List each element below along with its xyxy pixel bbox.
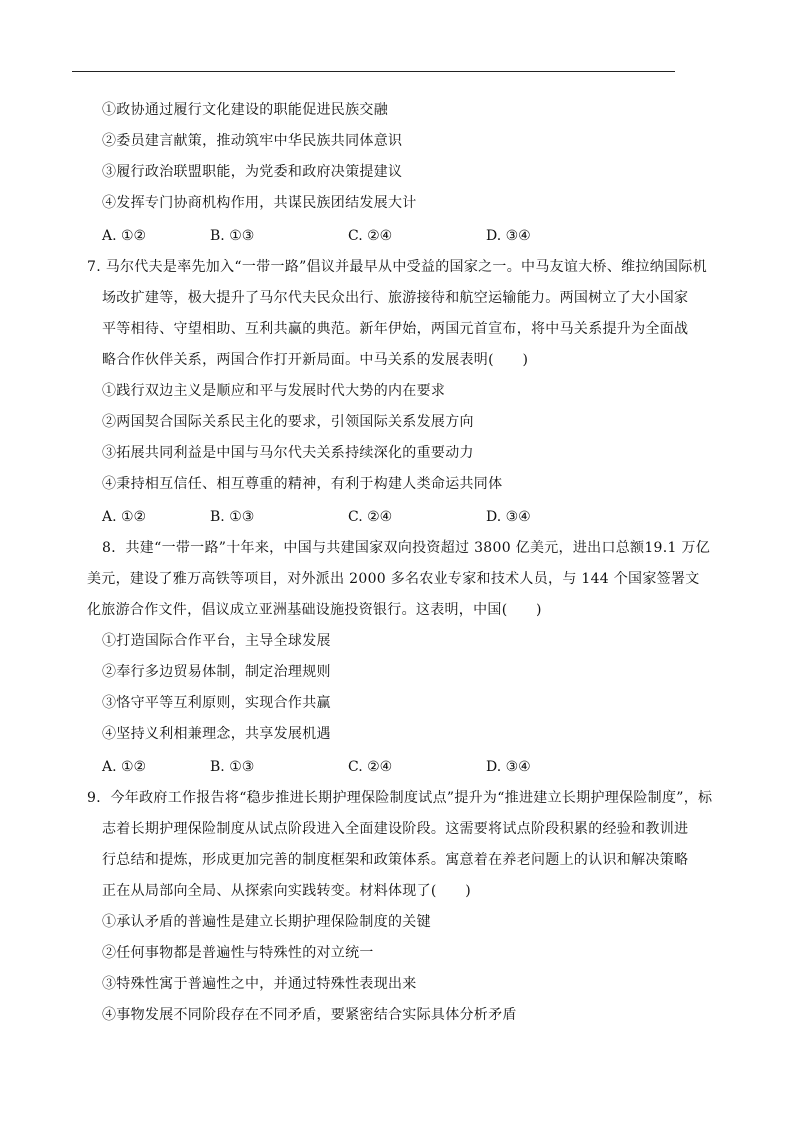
q8-option-2: ②奉行多边贸易体制，制定治理规则 [102,664,331,680]
q7-stem-line-1: 7. 马尔代夫是率先加入“一带一路”倡议并最早从中受益的国家之一。中马友谊大桥、维拉纳国际机 [87,259,707,275]
prev-option-2: ②委员建言献策，推动筑牢中华民族共同体意识 [102,133,403,149]
q7-choices [102,507,622,527]
q7-option-3: ③拓展共同利益是中国与马尔代夫关系持续深化的重要动力 [102,445,474,461]
q9-stem-line-4: 正在从局部向全局、从探索向实践转变。材料体现了( ) [102,883,472,899]
q8-choice-b[interactable]: B. ①③ [210,759,255,775]
q8-choice-a[interactable]: A. ①② [102,759,147,775]
q7-option-2: ②两国契合国际关系民主化的要求，引领国际关系发展方向 [102,414,474,430]
q9-stem-line-3: 行总结和提炼，形成更加完善的制度框架和政策体系。寓意着在养老问题上的认识和解决策略 [102,852,689,868]
q7-stem-line-2: 场改扩建等，极大提升了马尔代夫民众出行、旅游接待和航空运输能力。两国树立了大小国家 [102,290,689,306]
prev-option-3: ③履行政治联盟职能，为党委和政府决策提建议 [102,164,403,180]
prev-choice-a[interactable]: A. ①② [102,228,147,244]
q7-option-4: ④秉持相互信任、相互尊重的精神，有利于构建人类命运共同体 [102,476,503,492]
q8-option-4: ④坚持义利相兼理念，共享发展机遇 [102,726,331,742]
q7-choice-d[interactable]: D. ③④ [486,509,531,525]
q7-choice-b[interactable]: B. ①③ [210,509,255,525]
prev-option-4: ④发挥专门协商机构作用，共谋民族团结发展大计 [102,195,417,211]
q9-option-4: ④事物发展不同阶段存在不同矛盾，要紧密结合实际具体分析矛盾 [102,1007,517,1023]
prev-option-1: ①政协通过履行文化建设的职能促进民族交融 [102,102,388,118]
q7-stem-line-3: 平等相待、守望相助、互利共赢的典范。新年伊始，两国元首宣布，将中马关系提升为全面战 [102,321,689,337]
q7-option-1: ①践行双边主义是顺应和平与发展时代大势的内在要求 [102,383,446,399]
q8-stem-line-3: 化旅游合作文件，倡议成立亚洲基础设施投资银行。这表明，中国( ) [87,602,542,618]
q8-choices [102,757,622,777]
prev-choice-d[interactable]: D. ③④ [486,228,531,244]
q9-stem-line-2: 志着长期护理保险制度从试点阶段进入全面建设阶段。这需要将试点阶段积累的经验和教训进 [102,821,689,837]
prev-choice-c[interactable]: C. ②④ [348,228,393,244]
q8-stem-line-2: 美元，建设了雅万高铁等项目，对外派出 2000 多名农业专家和技术人员，与 144 个国家签署文 [87,571,700,587]
q9-option-1: ①承认矛盾的普遍性是建立长期护理保险制度的关键 [102,914,431,930]
q9-option-2: ②任何事物都是普遍性与特殊性的对立统一 [102,945,374,961]
prev-choices [102,226,622,246]
q7-choice-a[interactable]: A. ①② [102,509,147,525]
q7-choice-c[interactable]: C. ②④ [348,509,393,525]
q9-stem-line-1: 9．今年政府工作报告将“稳步推进长期护理保险制度试点”提升为“推进建立长期护理保险制度”，标 [87,790,713,806]
header-rule [72,71,675,72]
q8-stem-line-1: 8．共建“一带一路”十年来，中国与共建国家双向投资超过 3800 亿美元，进出口总额19.1 万亿 [102,540,711,556]
q8-choice-c[interactable]: C. ②④ [348,759,393,775]
q7-stem-line-4: 略合作伙伴关系，两国合作打开新局面。中马关系的发展表明( ) [102,352,529,368]
q8-option-1: ①打造国际合作平台，主导全球发展 [102,633,331,649]
q9-option-3: ③特殊性寓于普遍性之中，并通过特殊性表现出来 [102,976,417,992]
q8-choice-d[interactable]: D. ③④ [486,759,531,775]
prev-choice-b[interactable]: B. ①③ [210,228,255,244]
q8-option-3: ③恪守平等互利原则，实现合作共赢 [102,695,331,711]
